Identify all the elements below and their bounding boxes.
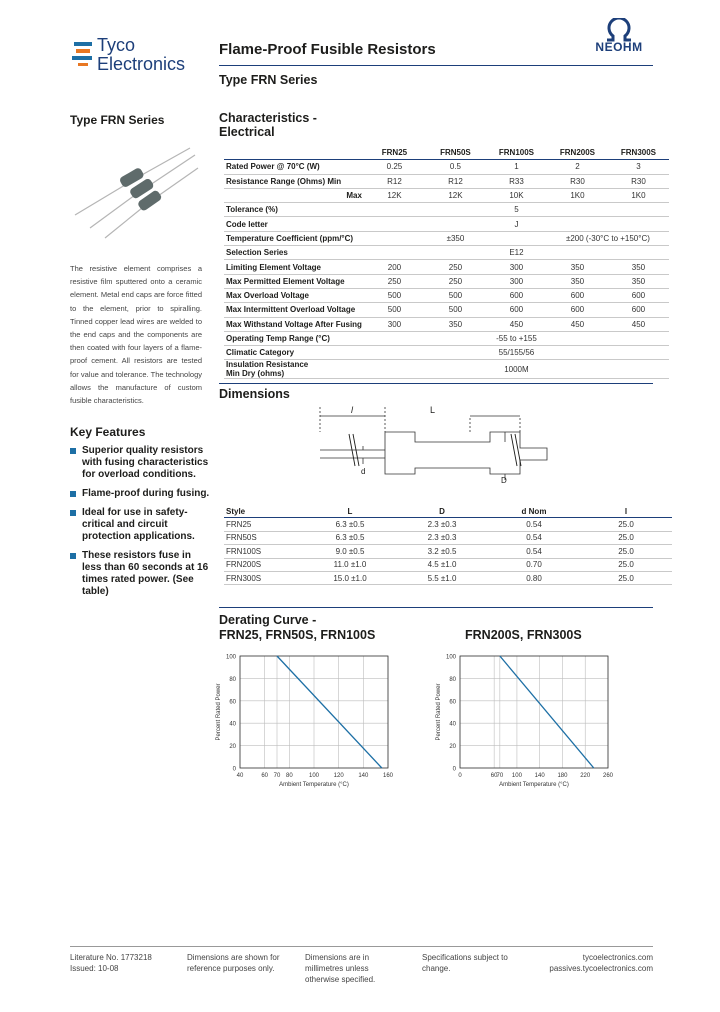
row-label: Operating Temp Range (°C) [224, 331, 364, 345]
table-cell: 25.0 [580, 571, 672, 584]
y-axis-label: Percent Rated Power [436, 683, 442, 741]
table-cell: 500 [364, 303, 425, 317]
table-cell: R30 [608, 174, 669, 188]
row-label: Max [224, 188, 364, 202]
x-tick-label: 70 [273, 773, 281, 779]
list-item: These resistors fuse in less than 60 seconds at 16 times rated power. (See table) [70, 550, 210, 598]
table-cell: 12K [425, 188, 486, 202]
row-label: Max Intermittent Overload Voltage [224, 303, 364, 317]
derating-divider [219, 607, 653, 608]
brand-line2: Electronics [97, 54, 186, 74]
footer-link[interactable]: passives.tycoelectronics.com [549, 964, 653, 973]
drawing-label-d: d [361, 467, 366, 476]
electrical-table [224, 146, 669, 379]
table-cell: 3 [608, 160, 669, 174]
footer-text: Specifications subject to [422, 953, 508, 962]
table-cell: 250 [425, 274, 486, 288]
table-header-cell: D [396, 505, 488, 518]
table-cell: 0.54 [488, 545, 580, 558]
dimensions-table [224, 505, 672, 585]
derating-title-line1: Derating Curve - [219, 613, 317, 627]
y-tick-label: 0 [232, 766, 236, 773]
table-cell: 1 [486, 160, 547, 174]
derating-line [277, 656, 382, 768]
footer-literature [70, 952, 152, 974]
y-tick-label: 0 [452, 766, 456, 773]
electrical-title-line2: Electrical [219, 125, 275, 139]
table-row [224, 274, 669, 288]
y-tick-label: 80 [229, 676, 236, 683]
table-cell: 2.3 ±0.3 [396, 518, 488, 531]
table-cell: FRN200S [224, 558, 304, 571]
table-cell: ±200 (-30°C to +150°C) [547, 231, 669, 245]
table-cell: 55/155/56 [364, 346, 669, 360]
table-cell: 250 [364, 274, 425, 288]
x-tick-label: 0 [458, 773, 462, 779]
table-row [224, 188, 669, 202]
key-features-list [70, 445, 210, 605]
table-cell: 450 [547, 317, 608, 331]
table-header-row [224, 146, 669, 160]
table-cell: 300 [486, 274, 547, 288]
table-cell: 5 [364, 203, 669, 217]
electrical-title [219, 111, 317, 139]
table-cell: 4.5 ±1.0 [396, 558, 488, 571]
table-cell: 450 [486, 317, 547, 331]
derating-chart-frn200s [430, 648, 620, 793]
table-cell: 450 [608, 317, 669, 331]
table-cell: R12 [364, 174, 425, 188]
table-header-cell: l [580, 505, 672, 518]
table-cell: 2 [547, 160, 608, 174]
table-header-cell: L [304, 505, 396, 518]
table-cell: 1K0 [547, 188, 608, 202]
x-tick-label: 40 [236, 773, 244, 779]
row-label: Tolerance (%) [224, 203, 364, 217]
table-row [224, 203, 669, 217]
row-label: Temperature Coefficient (ppm/°C) [224, 231, 364, 245]
footer-links [509, 952, 653, 974]
table-row [224, 331, 669, 345]
y-tick-label: 60 [229, 699, 236, 706]
table-cell: 0.80 [488, 571, 580, 584]
table-row [224, 518, 672, 531]
table-row [224, 545, 672, 558]
x-tick-label: 120 [333, 773, 344, 779]
brand-logo-text [97, 36, 185, 74]
table-cell: 15.0 ±1.0 [304, 571, 396, 584]
table-cell: 0.54 [488, 518, 580, 531]
table-header-cell: Style [224, 505, 304, 518]
table-cell: 0.25 [364, 160, 425, 174]
table-cell: 1K0 [608, 188, 669, 202]
row-label: Climatic Category [224, 346, 364, 360]
table-row [224, 288, 669, 302]
table-cell: 600 [486, 288, 547, 302]
x-tick-label: 140 [534, 773, 545, 779]
table-cell: 600 [547, 303, 608, 317]
table-cell: R30 [547, 174, 608, 188]
footer-text: reference purposes only. [187, 964, 275, 973]
table-row [224, 317, 669, 331]
x-tick-label: 100 [511, 773, 522, 779]
table-cell: 350 [547, 260, 608, 274]
y-tick-label: 20 [229, 744, 236, 751]
table-row [224, 531, 672, 544]
drawing-label-l: l [351, 405, 353, 415]
footer-text: Dimensions are shown for [187, 953, 280, 962]
dimensions-table-body [224, 518, 672, 585]
table-cell: 5.5 ±1.0 [396, 571, 488, 584]
derating-title-right: FRN200S, FRN300S [465, 628, 582, 642]
row-label: Code letter [224, 217, 364, 231]
table-cell: 200 [364, 260, 425, 274]
table-cell: 6.3 ±0.5 [304, 518, 396, 531]
footer-text: Issued: 10-08 [70, 964, 119, 973]
table-row [224, 174, 669, 188]
x-tick-label: 60 [261, 773, 269, 779]
table-cell: 2.3 ±0.3 [396, 531, 488, 544]
derating-title-line2: FRN25, FRN50S, FRN100S [219, 628, 376, 642]
x-tick-label: 70 [496, 773, 504, 779]
table-cell: 500 [425, 303, 486, 317]
table-row [224, 346, 669, 360]
electrical-table-body [224, 160, 669, 379]
key-features-title: Key Features [70, 425, 146, 439]
table-cell: 25.0 [580, 518, 672, 531]
footer-text: Dimensions are in [305, 953, 370, 962]
table-header-row [224, 505, 672, 518]
footer-text: change. [422, 964, 451, 973]
table-cell: 500 [364, 288, 425, 302]
brand-line1: Tyco [97, 35, 136, 55]
table-cell: E12 [364, 246, 669, 260]
table-cell: 0.54 [488, 531, 580, 544]
x-axis-label: Ambient Temperature (°C) [279, 782, 349, 788]
list-item: Ideal for use in safety-critical and circuit protection applications. [70, 507, 210, 543]
row-label: Limiting Element Voltage [224, 260, 364, 274]
table-cell: R12 [425, 174, 486, 188]
table-cell: 25.0 [580, 531, 672, 544]
list-item: Superior quality resistors with fusing characteristics for overload conditions. [70, 445, 210, 481]
table-row [224, 571, 672, 584]
footer-reference [187, 952, 279, 974]
dimension-drawing [315, 402, 555, 484]
page-title: Flame-Proof Fusible Resistors [219, 41, 436, 58]
table-row [224, 231, 669, 245]
footer-units [305, 952, 375, 985]
table-cell: 25.0 [580, 558, 672, 571]
table-header-cell: FRN200S [547, 146, 608, 160]
table-row [224, 246, 669, 260]
table-cell: 11.0 ±1.0 [304, 558, 396, 571]
x-tick-label: 60 [490, 773, 498, 779]
x-tick-label: 160 [382, 773, 394, 779]
x-tick-label: 100 [308, 773, 320, 779]
table-cell: 600 [608, 303, 669, 317]
table-row [224, 217, 669, 231]
table-row [224, 303, 669, 317]
x-tick-label: 140 [358, 773, 369, 779]
row-label: Insulation Resistance Min Dry (ohms) [224, 360, 364, 379]
table-row [224, 260, 669, 274]
y-tick-label: 60 [449, 699, 456, 706]
table-header-cell: FRN100S [486, 146, 547, 160]
neohm-text: NEOHM [595, 40, 643, 54]
electrical-title-line1: Characteristics - [219, 111, 317, 125]
table-cell: 3.2 ±0.5 [396, 545, 488, 558]
x-tick-label: 260 [602, 773, 614, 779]
footer-divider [70, 946, 653, 947]
table-header-cell: FRN25 [364, 146, 425, 160]
table-header-cell [224, 146, 364, 160]
table-cell: 6.3 ±0.5 [304, 531, 396, 544]
header-divider [219, 65, 653, 66]
derating-line [500, 656, 594, 768]
table-cell: J [364, 217, 669, 231]
table-cell: 500 [425, 288, 486, 302]
tyco-logo-icon [70, 40, 96, 68]
table-header-cell: FRN300S [608, 146, 669, 160]
table-cell: 600 [608, 288, 669, 302]
table-cell: R33 [486, 174, 547, 188]
sidebar-title: Type FRN Series [70, 113, 165, 127]
x-tick-label: 180 [557, 773, 568, 779]
derating-chart-frn25 [210, 648, 400, 793]
table-cell: 0.5 [425, 160, 486, 174]
row-label: Resistance Range (Ohms) Min [224, 174, 364, 188]
table-cell: FRN50S [224, 531, 304, 544]
table-cell: 9.0 ±0.5 [304, 545, 396, 558]
resistor-photo-icon [70, 140, 200, 240]
dimensions-divider [219, 383, 653, 384]
y-tick-label: 20 [449, 744, 456, 751]
y-axis-label: Percent Rated Power [216, 683, 222, 741]
neohm-logo [585, 18, 653, 60]
x-tick-label: 80 [285, 773, 293, 779]
sidebar-description: The resistive element comprises a resistive film sputtered onto a ceramic element. Metal end caps are force fitted to the element, prior to spiralling. Tinned copper lead wires are welded to the end caps and the components are then coated with four layers of a flame-proof cement. All resistors are tested for value and tolerance. The technology allows the manufacture of custom fusible characteristics. [70, 264, 202, 406]
plot-frame [460, 656, 608, 768]
row-label: Rated Power @ 70°C (W) [224, 160, 364, 174]
footer-link[interactable]: tycoelectronics.com [582, 953, 653, 962]
table-cell: 600 [547, 288, 608, 302]
table-row [224, 558, 672, 571]
footer-text: otherwise specified. [305, 975, 376, 984]
row-label: Max Overload Voltage [224, 288, 364, 302]
page-subtitle: Type FRN Series [219, 73, 318, 87]
table-header-cell: FRN50S [425, 146, 486, 160]
table-cell: 600 [486, 303, 547, 317]
table-cell: 350 [547, 274, 608, 288]
drawing-label-L: L [430, 405, 436, 415]
footer-text: Literature No. 1773218 [70, 953, 152, 962]
y-tick-label: 100 [445, 654, 456, 661]
y-tick-label: 40 [449, 721, 456, 728]
table-cell: 0.70 [488, 558, 580, 571]
table-cell: FRN25 [224, 518, 304, 531]
x-axis-label: Ambient Temperature (°C) [499, 782, 569, 788]
y-tick-label: 80 [449, 676, 456, 683]
table-cell: 12K [364, 188, 425, 202]
row-label: Max Withstand Voltage After Fusing [224, 317, 364, 331]
table-cell: 10K [486, 188, 547, 202]
table-cell: 350 [425, 317, 486, 331]
table-cell: 1000M [364, 360, 669, 379]
y-tick-label: 100 [225, 654, 236, 661]
footer-text: millimetres unless [305, 964, 369, 973]
table-cell: 250 [425, 260, 486, 274]
table-cell: -55 to +155 [364, 331, 669, 345]
x-tick-label: 220 [580, 773, 591, 779]
table-cell: 300 [486, 260, 547, 274]
derating-title [219, 613, 375, 643]
drawing-label-D: D [501, 476, 507, 484]
table-cell: FRN300S [224, 571, 304, 584]
table-cell: FRN100S [224, 545, 304, 558]
footer-specs [422, 952, 508, 974]
dimensions-title: Dimensions [219, 387, 290, 401]
list-item: Flame-proof during fusing. [70, 488, 210, 500]
table-cell: ±350 [364, 231, 547, 245]
table-row [224, 160, 669, 174]
table-cell: 25.0 [580, 545, 672, 558]
table-header-cell: d Nom [488, 505, 580, 518]
table-row [224, 360, 669, 379]
row-label: Max Permitted Element Voltage [224, 274, 364, 288]
omega-icon [585, 18, 653, 42]
table-cell: 350 [608, 260, 669, 274]
table-cell: 350 [608, 274, 669, 288]
table-cell: 300 [364, 317, 425, 331]
y-tick-label: 40 [229, 721, 236, 728]
row-label: Selection Series [224, 246, 364, 260]
